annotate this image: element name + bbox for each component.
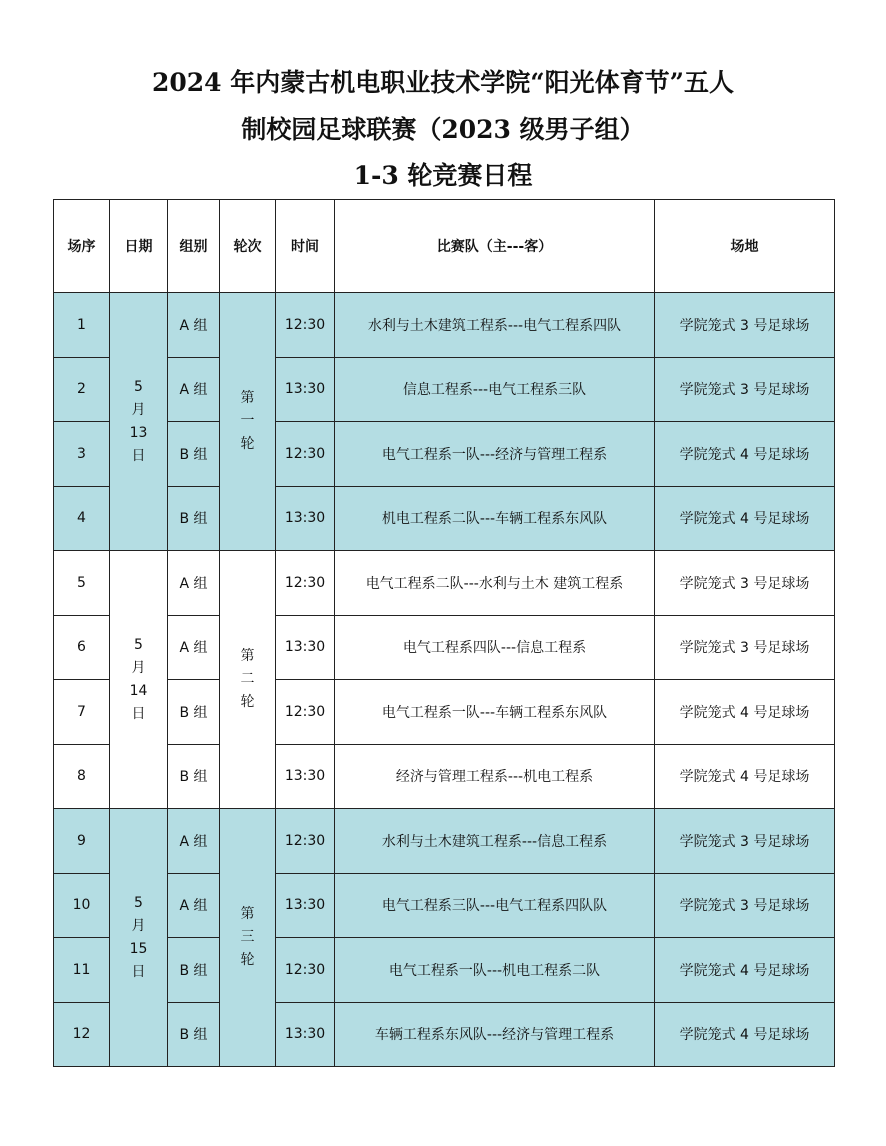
match-round-char: 第 bbox=[240, 906, 255, 922]
match-teams: 经济与管理工程系---机电工程系 bbox=[335, 744, 655, 809]
table-row bbox=[54, 938, 835, 1003]
match-date-char: 5 bbox=[134, 636, 143, 653]
match-group: A 组 bbox=[168, 615, 220, 680]
match-date-text bbox=[130, 892, 148, 984]
match-teams: 水利与土木建筑工程系---电气工程系四队 bbox=[335, 293, 655, 358]
match-time: 12:30 bbox=[276, 293, 335, 358]
header-round: 轮次 bbox=[220, 200, 276, 293]
match-date-char: 5 bbox=[134, 378, 143, 395]
match-round bbox=[220, 551, 276, 809]
table-row bbox=[54, 422, 835, 487]
table-row bbox=[54, 486, 835, 551]
header-group: 组别 bbox=[168, 200, 220, 293]
match-date-char: 5 bbox=[134, 894, 143, 911]
match-time: 12:30 bbox=[276, 422, 335, 487]
match-venue: 学院笼式 3 号足球场 bbox=[655, 551, 835, 616]
match-round-char: 轮 bbox=[240, 694, 255, 710]
match-venue: 学院笼式 3 号足球场 bbox=[655, 293, 835, 358]
match-seq: 9 bbox=[54, 809, 110, 874]
header-date: 日期 bbox=[110, 200, 168, 293]
table-row bbox=[54, 293, 835, 358]
match-group: B 组 bbox=[168, 1002, 220, 1067]
header-venue: 场地 bbox=[655, 200, 835, 293]
match-time: 13:30 bbox=[276, 1002, 335, 1067]
match-seq: 7 bbox=[54, 680, 110, 745]
match-venue: 学院笼式 3 号足球场 bbox=[655, 615, 835, 680]
document-title-line-3: 1-3 轮竞赛日程 bbox=[353, 161, 533, 190]
match-teams: 电气工程系一队---车辆工程系东风队 bbox=[335, 680, 655, 745]
header-teams: 比赛队（主---客） bbox=[335, 200, 655, 293]
match-time: 13:30 bbox=[276, 873, 335, 938]
match-teams: 电气工程系四队---信息工程系 bbox=[335, 615, 655, 680]
match-group: A 组 bbox=[168, 551, 220, 616]
match-time: 12:30 bbox=[276, 680, 335, 745]
match-group: A 组 bbox=[168, 873, 220, 938]
match-seq: 2 bbox=[54, 357, 110, 422]
match-date-text bbox=[130, 634, 148, 726]
match-round-char: 一 bbox=[240, 413, 255, 429]
match-round-char: 三 bbox=[240, 929, 255, 945]
match-group: B 组 bbox=[168, 680, 220, 745]
match-date bbox=[110, 551, 168, 809]
match-date-char: 14 bbox=[129, 682, 148, 699]
document-title-line-1: 2024 年内蒙古机电职业技术学院“阳光体育节”五人 bbox=[151, 68, 735, 97]
match-venue: 学院笼式 4 号足球场 bbox=[655, 938, 835, 1003]
match-round-char: 轮 bbox=[240, 436, 255, 452]
match-teams: 车辆工程系东风队---经济与管理工程系 bbox=[335, 1002, 655, 1067]
table-row bbox=[54, 744, 835, 809]
match-group: B 组 bbox=[168, 744, 220, 809]
match-seq: 10 bbox=[54, 873, 110, 938]
match-teams: 电气工程系三队---电气工程系四队队 bbox=[335, 873, 655, 938]
match-time: 13:30 bbox=[276, 615, 335, 680]
match-seq: 4 bbox=[54, 486, 110, 551]
match-teams: 电气工程系一队---机电工程系二队 bbox=[335, 938, 655, 1003]
match-round-char: 第 bbox=[240, 648, 255, 664]
match-time: 13:30 bbox=[276, 357, 335, 422]
match-date-char: 月 bbox=[131, 917, 146, 934]
table-row bbox=[54, 615, 835, 680]
header-seq: 场序 bbox=[54, 200, 110, 293]
match-round-text bbox=[239, 387, 257, 456]
match-group: A 组 bbox=[168, 809, 220, 874]
match-venue: 学院笼式 4 号足球场 bbox=[655, 486, 835, 551]
match-teams: 水利与土木建筑工程系---信息工程系 bbox=[335, 809, 655, 874]
table-header-row bbox=[54, 200, 835, 293]
document-title-line-2: 制校园足球联赛（2023 级男子组） bbox=[241, 115, 645, 144]
match-round-char: 第 bbox=[240, 390, 255, 406]
match-group: A 组 bbox=[168, 357, 220, 422]
schedule-table bbox=[53, 199, 835, 1067]
match-time: 12:30 bbox=[276, 551, 335, 616]
table-row bbox=[54, 357, 835, 422]
match-seq: 5 bbox=[54, 551, 110, 616]
match-seq: 6 bbox=[54, 615, 110, 680]
table-row bbox=[54, 551, 835, 616]
match-venue: 学院笼式 4 号足球场 bbox=[655, 422, 835, 487]
match-venue: 学院笼式 4 号足球场 bbox=[655, 744, 835, 809]
match-group: B 组 bbox=[168, 422, 220, 487]
match-seq: 12 bbox=[54, 1002, 110, 1067]
match-date-char: 日 bbox=[131, 963, 146, 980]
table-row bbox=[54, 809, 835, 874]
match-teams: 机电工程系二队---车辆工程系东风队 bbox=[335, 486, 655, 551]
match-date-char: 13 bbox=[129, 424, 148, 441]
match-seq: 1 bbox=[54, 293, 110, 358]
match-date-char: 15 bbox=[129, 940, 148, 957]
match-venue: 学院笼式 4 号足球场 bbox=[655, 1002, 835, 1067]
match-venue: 学院笼式 3 号足球场 bbox=[655, 809, 835, 874]
match-date-char: 日 bbox=[131, 447, 146, 464]
match-round bbox=[220, 293, 276, 551]
match-teams: 信息工程系---电气工程系三队 bbox=[335, 357, 655, 422]
table-row bbox=[54, 680, 835, 745]
match-round-char: 二 bbox=[240, 671, 255, 687]
match-round-char: 轮 bbox=[240, 952, 255, 968]
match-time: 13:30 bbox=[276, 744, 335, 809]
match-venue: 学院笼式 3 号足球场 bbox=[655, 357, 835, 422]
schedule-body bbox=[54, 293, 835, 1067]
header-time: 时间 bbox=[276, 200, 335, 293]
match-group: B 组 bbox=[168, 938, 220, 1003]
match-round-text bbox=[239, 645, 257, 714]
match-time: 12:30 bbox=[276, 938, 335, 1003]
match-group: A 组 bbox=[168, 293, 220, 358]
match-round-text bbox=[239, 903, 257, 972]
match-round bbox=[220, 809, 276, 1067]
match-date-text bbox=[130, 376, 148, 468]
match-seq: 3 bbox=[54, 422, 110, 487]
match-date-char: 月 bbox=[131, 401, 146, 418]
match-teams: 电气工程系二队---水利与土木 建筑工程系 bbox=[335, 551, 655, 616]
match-seq: 8 bbox=[54, 744, 110, 809]
match-teams: 电气工程系一队---经济与管理工程系 bbox=[335, 422, 655, 487]
match-date-char: 月 bbox=[131, 659, 146, 676]
match-group: B 组 bbox=[168, 486, 220, 551]
match-date bbox=[110, 809, 168, 1067]
match-date-char: 日 bbox=[131, 705, 146, 722]
match-venue: 学院笼式 3 号足球场 bbox=[655, 873, 835, 938]
match-date bbox=[110, 293, 168, 551]
match-venue: 学院笼式 4 号足球场 bbox=[655, 680, 835, 745]
match-time: 13:30 bbox=[276, 486, 335, 551]
table-row bbox=[54, 873, 835, 938]
match-seq: 11 bbox=[54, 938, 110, 1003]
match-time: 12:30 bbox=[276, 809, 335, 874]
table-row bbox=[54, 1002, 835, 1067]
